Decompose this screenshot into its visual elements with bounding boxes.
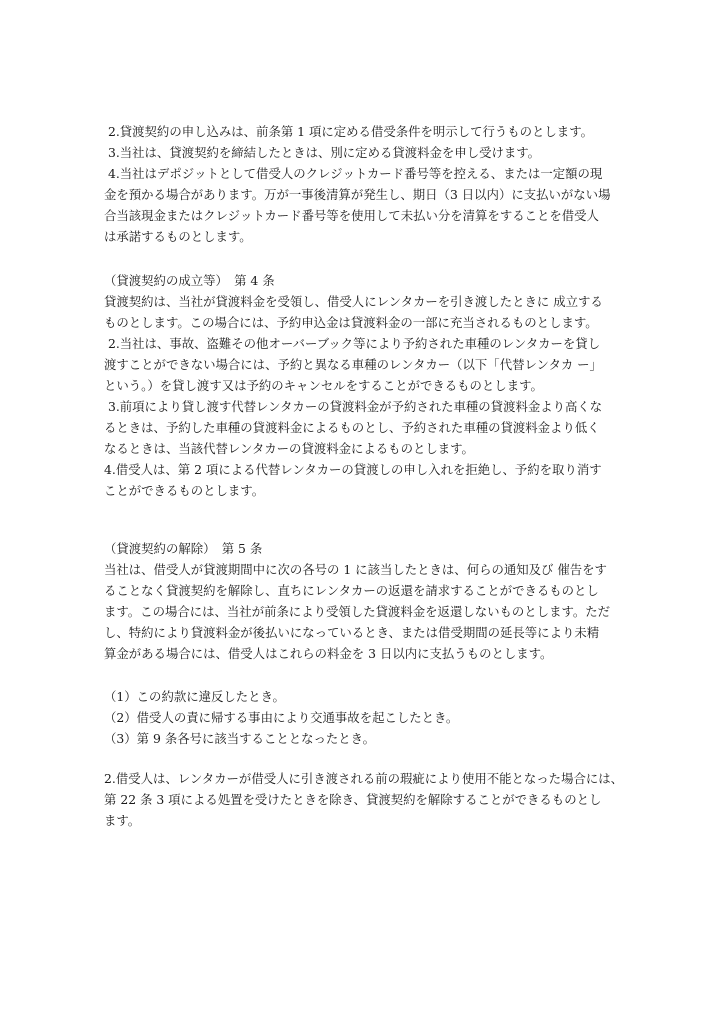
text-line: 4.借受人は、第 2 項による代替レンタカーの貸渡しの申し入れを拒絶し、予約を取り消す [104,462,602,477]
paragraph-borrower-cancellation [104,768,624,831]
text-line: なるときは、当該代替レンタカーの貸渡料金によるものとします。 [104,441,474,456]
text-line: 2.貸渡契約の申し込みは、前条第 1 項に定める借受条件を明示して行うものとします。 [104,124,593,139]
text-line: 当社は、借受人が貸渡期間中に次の各号の 1 に該当したときは、何らの通知及び 催告をす [104,562,607,577]
text-line: ることなく貸渡契約を解除し、直ちにレンタカーの返還を請求することができるものとし [104,583,599,598]
list-item: （3）第 9 条各号に該当することとなったとき。 [104,731,375,746]
section-heading: （貸渡契約の成立等） 第 4 条 [104,273,275,288]
text-line: 第 22 条 3 項による処置を受けたときを除き、貸渡契約を解除することができるものとし [104,792,602,807]
section-article-4 [104,270,624,501]
text-line: 2.当社は、事故、盗難その他オーバーブック等により予約された車種のレンタカーを貸し [104,336,601,351]
text-line: 算金がある場合には、借受人はこれらの料金を 3 日以内に支払うものとします。 [104,646,553,661]
list-item: （2）借受人の責に帰する事由により交通事故を起こしたとき。 [104,710,459,725]
text-line: 渡すことができない場合には、予約と異なる車種のレンタカー（以下「代替レンタカ ー」 [104,357,602,372]
numbered-list [104,686,624,749]
text-line: し、特約により貸渡料金が後払いになっているとき、または借受期間の延長等により未精 [104,625,600,640]
text-line: ものとします。この場合には、予約申込金は貸渡料金の一部に充当されるものとします。 [104,315,598,330]
text-line: るときは、予約した車種の貸渡料金によるものとし、予約された車種の貸渡料金より低く [104,420,600,435]
text-line: 金を預かる場合があります。万が一事後清算が発生し、期日（3 日以内）に支払いがない場 [104,187,611,202]
text-line: 合当該現金またはクレジットカード番号等を使用して未払い分を清算をすることを借受人 [104,208,599,223]
section-article-5 [104,538,624,664]
text-line: という。）を貸し渡す又は予約のキャンセルをすることができるものとします。 [104,378,543,393]
paragraph-contract-application [104,121,624,247]
text-line: 4.当社はデポジットとして借受人のクレジットカード番号等を控える、または一定額の現 [104,166,603,181]
text-line: は承諾するものとします。 [104,229,252,244]
text-line: 3.当社は、貸渡契約を締結したときは、別に定める貸渡料金を申し受けます。 [104,145,541,160]
text-line: 2.借受人は、レンタカーが借受人に引き渡される前の瑕疵により使用不能となった場合には、 [104,771,624,786]
text-line: ます。 [104,813,141,828]
list-item: （1）この約款に違反したとき。 [104,689,285,704]
text-line: ことができるものとします。 [104,483,265,498]
text-line: 3.前項により貸し渡す代替レンタカーの貸渡料金が予約された車種の貸渡料金より高くな [104,399,603,414]
section-heading: （貸渡契約の解除） 第 5 条 [104,541,263,556]
text-line: 貸渡契約は、当社が貸渡料金を受領し、借受人にレンタカーを引き渡したときに 成立する [104,294,603,309]
text-line: ます。この場合には、当社が前条により受領した貸渡料金を返還しないものとします。ただ [104,604,611,619]
